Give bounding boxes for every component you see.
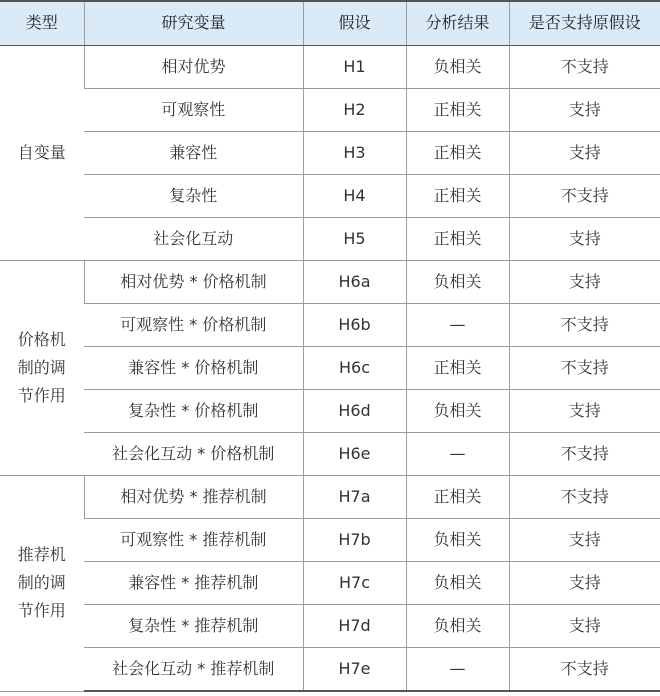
table-row [0, 390, 660, 433]
hypothesis-cell: H6a [303, 261, 406, 304]
table-group [0, 261, 660, 476]
hypothesis-cell: H7a [303, 476, 406, 519]
header-result: 分析结果 [406, 1, 509, 46]
support-cell: 支持 [509, 390, 660, 433]
variable-cell: 相对优势 [84, 46, 303, 89]
table-row [0, 519, 660, 562]
hypothesis-cell: H7d [303, 605, 406, 648]
result-cell: — [406, 304, 509, 347]
support-cell: 支持 [509, 261, 660, 304]
result-cell: 负相关 [406, 261, 509, 304]
result-cell: 正相关 [406, 175, 509, 218]
hypothesis-cell: H6e [303, 433, 406, 476]
result-cell: 正相关 [406, 347, 509, 390]
result-cell: — [406, 648, 509, 692]
hypothesis-cell: H4 [303, 175, 406, 218]
header-hypothesis: 假设 [303, 1, 406, 46]
result-cell: — [406, 433, 509, 476]
variable-cell: 兼容性 * 价格机制 [84, 347, 303, 390]
table-row [0, 132, 660, 175]
result-cell: 负相关 [406, 390, 509, 433]
group-label-cell: 推荐机制的调节作用 [0, 476, 84, 692]
hypothesis-cell: H3 [303, 132, 406, 175]
table-row [0, 175, 660, 218]
result-cell: 负相关 [406, 605, 509, 648]
header-variable: 研究变量 [84, 1, 303, 46]
support-cell: 不支持 [509, 347, 660, 390]
variable-cell: 兼容性 [84, 132, 303, 175]
support-cell: 支持 [509, 218, 660, 261]
table-row [0, 261, 660, 304]
variable-cell: 兼容性 * 推荐机制 [84, 562, 303, 605]
table-row [0, 46, 660, 89]
variable-cell: 复杂性 [84, 175, 303, 218]
table-row [0, 476, 660, 519]
support-cell: 支持 [509, 605, 660, 648]
result-cell: 负相关 [406, 46, 509, 89]
header-type: 类型 [0, 1, 84, 46]
table-group [0, 476, 660, 692]
table-row [0, 89, 660, 132]
table-row [0, 648, 660, 692]
variable-cell: 可观察性 * 推荐机制 [84, 519, 303, 562]
table-row [0, 347, 660, 390]
support-cell: 不支持 [509, 648, 660, 692]
variable-cell: 社会化互动 * 推荐机制 [84, 648, 303, 692]
result-cell: 正相关 [406, 218, 509, 261]
support-cell: 支持 [509, 519, 660, 562]
table-group [0, 46, 660, 261]
table-row [0, 605, 660, 648]
support-cell: 支持 [509, 132, 660, 175]
group-label-cell: 自变量 [0, 46, 84, 261]
variable-cell: 社会化互动 * 价格机制 [84, 433, 303, 476]
result-cell: 负相关 [406, 519, 509, 562]
table-row [0, 433, 660, 476]
support-cell: 支持 [509, 89, 660, 132]
hypothesis-cell: H7c [303, 562, 406, 605]
support-cell: 不支持 [509, 476, 660, 519]
support-cell: 不支持 [509, 433, 660, 476]
variable-cell: 社会化互动 [84, 218, 303, 261]
variable-cell: 相对优势 * 推荐机制 [84, 476, 303, 519]
table-row [0, 304, 660, 347]
support-cell: 支持 [509, 562, 660, 605]
hypothesis-cell: H1 [303, 46, 406, 89]
result-cell: 正相关 [406, 89, 509, 132]
support-cell: 不支持 [509, 46, 660, 89]
hypothesis-cell: H6d [303, 390, 406, 433]
variable-cell: 复杂性 * 价格机制 [84, 390, 303, 433]
variable-cell: 相对优势 * 价格机制 [84, 261, 303, 304]
support-cell: 不支持 [509, 175, 660, 218]
variable-cell: 可观察性 * 价格机制 [84, 304, 303, 347]
header-support: 是否支持原假设 [509, 1, 660, 46]
support-cell: 不支持 [509, 304, 660, 347]
hypothesis-cell: H6c [303, 347, 406, 390]
variable-cell: 可观察性 [84, 89, 303, 132]
variable-cell: 复杂性 * 推荐机制 [84, 605, 303, 648]
hypothesis-cell: H6b [303, 304, 406, 347]
hypothesis-cell: H5 [303, 218, 406, 261]
table-row [0, 218, 660, 261]
hypothesis-cell: H7e [303, 648, 406, 692]
header-row [0, 1, 660, 46]
result-cell: 正相关 [406, 132, 509, 175]
hypothesis-cell: H7b [303, 519, 406, 562]
table-row [0, 562, 660, 605]
group-label-cell: 价格机制的调节作用 [0, 261, 84, 476]
result-cell: 正相关 [406, 476, 509, 519]
result-cell: 负相关 [406, 562, 509, 605]
hypothesis-cell: H2 [303, 89, 406, 132]
